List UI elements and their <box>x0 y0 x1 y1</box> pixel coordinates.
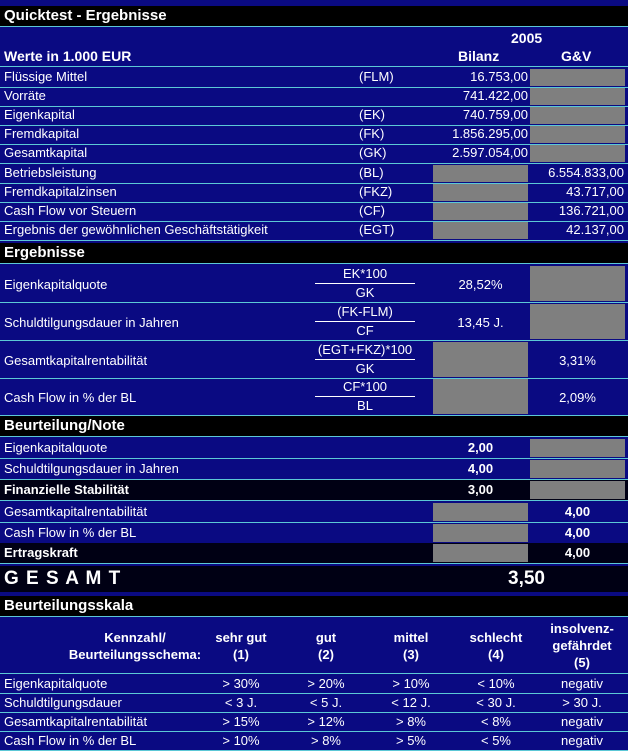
skala-cell: negativ <box>561 733 603 748</box>
skala-col-head-line2: schlecht <box>469 630 523 645</box>
gesamt-value: 3,50 <box>508 568 545 589</box>
skala-col-head-line2: mittel <box>393 630 429 645</box>
row-divider <box>0 263 628 264</box>
skala-cell: > 20% <box>307 676 345 691</box>
value-row-abbr: (GK) <box>359 145 387 160</box>
empty-cell <box>433 544 528 562</box>
skala-row-label: Schuldtilgungsdauer <box>4 695 122 710</box>
fraction-bar <box>315 359 415 360</box>
skala-col-head-line2: gefährdet <box>552 638 612 653</box>
value-row-label: Cash Flow vor Steuern <box>4 203 137 218</box>
row-divider <box>0 163 628 164</box>
skala-cell: > 8% <box>311 733 341 748</box>
value-row-bilanz: 16.753,00 <box>470 69 528 84</box>
empty-cell <box>433 203 528 220</box>
value-row-bilanz: 740.759,00 <box>462 107 528 122</box>
ergebnis-label: Gesamtkapitalrentabilität <box>4 353 148 368</box>
gesamt-label: G E S A M T <box>4 568 122 589</box>
ergebnis-formula <box>315 379 415 414</box>
empty-cell <box>530 460 625 478</box>
formula-numerator: (FK-FLM) <box>337 304 393 319</box>
skala-cell: > 5% <box>396 733 426 748</box>
ergebnis-guv: 2,09% <box>559 390 596 405</box>
skala-head-label-1: Kennzahl/ <box>104 630 166 645</box>
empty-cell <box>433 184 528 201</box>
ergebnis-label: Eigenkapitalquote <box>4 277 108 292</box>
value-row-bilanz: 2.597.054,00 <box>452 145 528 160</box>
skala-row-label: Cash Flow in % der BL <box>4 733 137 748</box>
value-row-guv: 43.717,00 <box>566 184 624 199</box>
skala-cell: < 5 J. <box>309 695 343 710</box>
value-row-abbr: (EK) <box>359 107 385 122</box>
ergebnisse-header: Ergebnisse <box>0 243 628 263</box>
empty-cell <box>433 342 528 377</box>
value-row-abbr: (BL) <box>359 165 384 180</box>
row-divider <box>0 693 628 694</box>
ergebnis-bilanz: 28,52% <box>458 277 503 292</box>
value-row-abbr: (EGT) <box>359 222 395 237</box>
value-row-bilanz: 1.856.295,00 <box>452 126 528 141</box>
beurteilung-label: Finanzielle Stabilität <box>4 482 129 497</box>
formula-denominator: CF <box>356 323 374 338</box>
ergebnis-label: Cash Flow in % der BL <box>4 390 137 405</box>
skala-cell: > 30% <box>222 676 260 691</box>
value-row-label: Flüssige Mittel <box>4 69 88 84</box>
skala-col-head-line3: (3) <box>403 647 419 662</box>
skala-col-head-line3: (2) <box>318 647 334 662</box>
formula-denominator: BL <box>357 398 373 413</box>
value-row-abbr: (FKZ) <box>359 184 393 199</box>
formula-numerator: CF*100 <box>342 379 388 394</box>
beurteilung-guv: 4,00 <box>564 525 591 540</box>
beurteilung-label: Eigenkapitalquote <box>4 440 108 455</box>
beurteilung-label: Schuldtilgungsdauer in Jahren <box>4 461 179 476</box>
skala-cell: > 15% <box>222 714 260 729</box>
skala-col-head-line2: sehr gut <box>215 630 267 645</box>
skala-header: Beurteilungsskala <box>0 596 628 616</box>
skala-cell: > 10% <box>222 733 260 748</box>
skala-head-label-2: Beurteilungsschema: <box>68 647 202 662</box>
fraction-bar <box>315 283 415 284</box>
ergebnis-formula <box>315 304 415 339</box>
row-divider <box>0 378 628 379</box>
skala-col-head-line3: (4) <box>488 647 504 662</box>
page-title: Quicktest - Ergebnisse <box>0 6 628 26</box>
skala-cell: > 12% <box>307 714 345 729</box>
fraction-bar <box>315 321 415 322</box>
value-row-label: Eigenkapital <box>4 107 75 122</box>
skala-cell: > 30 J. <box>562 695 602 710</box>
empty-cell <box>433 379 528 414</box>
skala-col-head-line1: insolvenz- <box>550 621 614 636</box>
beurteilung-label: Cash Flow in % der BL <box>4 525 137 540</box>
empty-cell <box>530 266 625 301</box>
beurteilung-guv: 4,00 <box>564 504 591 519</box>
formula-numerator: (EGT+FKZ)*100 <box>317 342 413 357</box>
empty-cell <box>433 524 528 542</box>
row-divider <box>0 522 628 523</box>
empty-cell <box>433 165 528 182</box>
value-row-label: Fremdkapitalzinsen <box>4 184 117 199</box>
value-row-label: Vorräte <box>4 88 46 103</box>
row-divider <box>0 673 628 674</box>
empty-cell <box>530 304 625 339</box>
value-row-bilanz: 741.422,00 <box>462 88 528 103</box>
value-row-label: Betriebsleistung <box>4 165 97 180</box>
value-row-abbr: (FLM) <box>359 69 394 84</box>
row-divider <box>0 500 628 501</box>
skala-row-label: Gesamtkapitalrentabilität <box>4 714 148 729</box>
skala-col-head-line3: (1) <box>233 647 249 662</box>
ergebnis-formula <box>315 266 415 301</box>
skala-cell: > 10% <box>392 676 430 691</box>
row-divider <box>0 563 628 564</box>
empty-cell <box>530 439 625 457</box>
value-row-guv: 136.721,00 <box>558 203 624 218</box>
empty-cell <box>433 222 528 239</box>
skala-col-head-line2: gut <box>315 630 337 645</box>
formula-numerator: EK*100 <box>342 266 388 281</box>
value-row-label: Fremdkapital <box>4 126 80 141</box>
beurteilung-label: Gesamtkapitalrentabilität <box>4 504 148 519</box>
value-row-abbr: (CF) <box>359 203 385 218</box>
beurteilung-bilanz: 2,00 <box>467 440 494 455</box>
empty-cell <box>433 503 528 521</box>
value-row-guv: 42.137,00 <box>566 222 624 237</box>
skala-cell: < 10% <box>477 676 515 691</box>
ergebnis-bilanz: 13,45 J. <box>457 315 504 330</box>
skala-cell: negativ <box>561 714 603 729</box>
skala-cell: > 8% <box>396 714 426 729</box>
formula-denominator: GK <box>355 361 375 376</box>
empty-cell <box>530 481 625 499</box>
empty-cell <box>530 69 625 86</box>
row-divider <box>0 712 628 713</box>
skala-cell: < 5% <box>481 733 511 748</box>
value-row-abbr: (FK) <box>359 126 385 141</box>
row-divider <box>0 240 628 241</box>
beurteilung-header: Beurteilung/Note <box>0 416 628 436</box>
skala-cell: < 30 J. <box>476 695 516 710</box>
fraction-bar <box>315 396 415 397</box>
row-divider <box>0 302 628 303</box>
row-divider <box>0 731 628 732</box>
empty-cell <box>530 126 625 143</box>
formula-denominator: GK <box>355 285 375 300</box>
empty-cell <box>530 145 625 162</box>
year-label: 2005 <box>511 30 543 46</box>
row-divider <box>0 436 628 437</box>
ergebnis-formula <box>315 342 415 377</box>
beurteilung-bilanz: 3,00 <box>467 482 494 497</box>
value-row-label: Ergebnis der gewöhnlichen Geschäftstätigkeit <box>4 222 268 237</box>
ergebnis-label: Schuldtilgungsdauer in Jahren <box>4 315 179 330</box>
skala-cell: < 3 J. <box>224 695 258 710</box>
beurteilung-label: Ertragskraft <box>4 545 78 560</box>
beurteilung-bilanz: 4,00 <box>467 461 494 476</box>
row-divider <box>0 458 628 459</box>
ergebnis-guv: 3,31% <box>559 353 596 368</box>
col-guv-header: G&V <box>561 48 592 64</box>
unit-label: Werte in 1.000 EUR <box>4 48 132 64</box>
skala-cell: < 12 J. <box>391 695 431 710</box>
empty-cell <box>530 107 625 124</box>
value-row-guv: 6.554.833,00 <box>548 165 624 180</box>
skala-row-label: Eigenkapitalquote <box>4 676 108 691</box>
skala-cell: negativ <box>561 676 603 691</box>
row-divider <box>0 340 628 341</box>
col-bilanz-header: Bilanz <box>458 48 500 64</box>
value-row-label: Gesamtkapital <box>4 145 88 160</box>
beurteilung-guv: 4,00 <box>564 545 591 560</box>
skala-cell: < 8% <box>481 714 511 729</box>
empty-cell <box>530 88 625 105</box>
skala-col-head-line3: (5) <box>574 655 590 670</box>
